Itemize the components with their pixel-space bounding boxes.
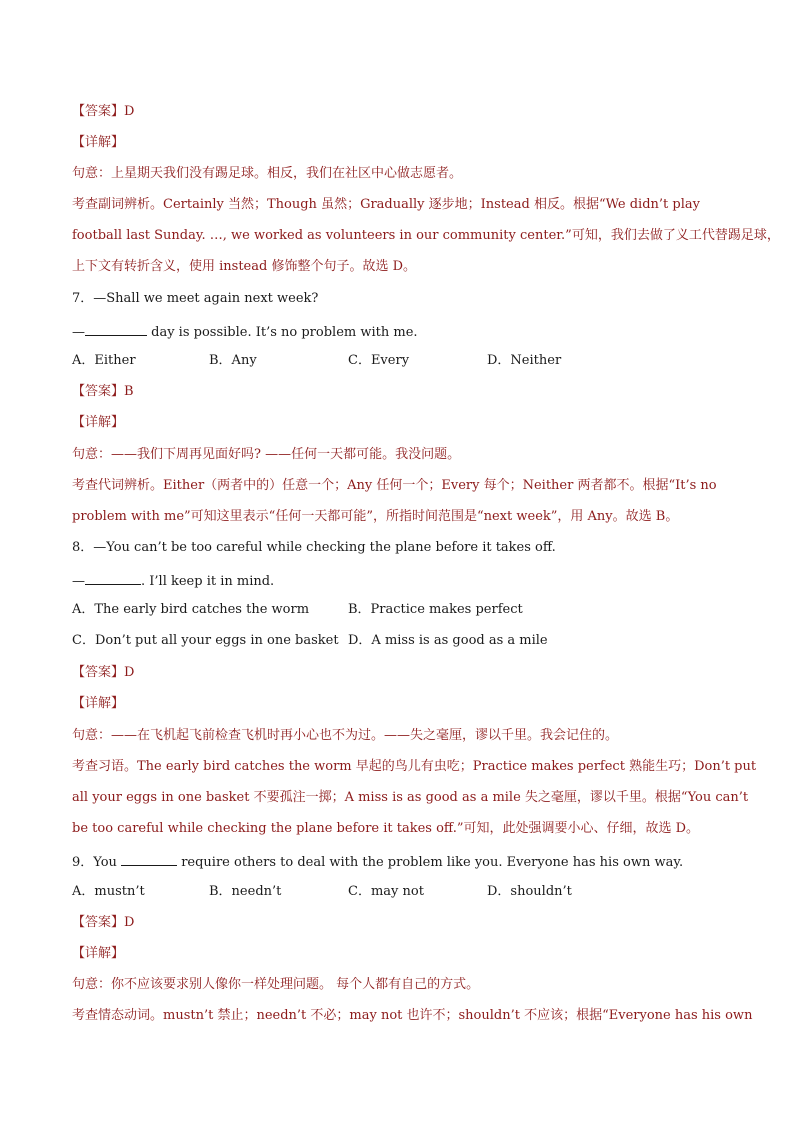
answer-value: D [124,915,135,930]
q8-analysis-line-2: all your eggs in one basket 不要孤注一掷；A miss is as good as a mile 失之毫厘，谬以千里。根据“You can’t [72,790,749,805]
option-d: D．Neither [487,353,562,368]
answer-label: 【答案】 [72,665,125,680]
q6-answer-line [72,103,732,121]
q8-analysis-line-3: be too careful while checking the plane before it takes off.”可知，此处强调要小心、仔细，故选 D。 [72,821,700,836]
q7-analysis-line-1: 考查代词辨析。Either（两者中的）任意一个；Any 任何一个；Every 每个；Neither 两者都不。根据“It’s no [72,478,717,493]
option-d: D．A miss is as good as a mile [348,633,548,648]
q6-analysis-line-3: 上下文有转折含义，使用 instead 修饰整个句子。故选 D。 [72,259,417,274]
q7-line-2 [72,321,732,342]
option-a: A．mustn’t [72,884,145,899]
q7-analysis-line-2: problem with me”可知这里表示“任何一天都可能”，所指时间范围是“next week”，用 Any。故选 B。 [72,509,679,524]
q8-line-2-text: . I’ll keep it in mind. [141,574,275,589]
q9-meaning: 句意：你不应该要求别人像你一样处理问题。 每个人都有自己的方式。 [72,977,480,992]
option-d: D．shouldn’t [487,884,572,899]
q9-analysis-line-1: 考查情态动词。mustn’t 禁止；needn’t 不必；may not 也许不；shouldn’t 不应该；根据“Everyone has his own [72,1008,753,1023]
dash: — [72,574,85,589]
option-b: B．Any [209,353,257,368]
q8-analysis-line-1: 考查习语。The early bird catches the worm 早起的鸟儿有虫吃；Practice makes perfect 熟能生巧；Don’t put [72,759,757,774]
answer-label: 【答案】 [72,104,125,119]
option-c: C．may not [348,884,424,899]
q6-meaning: 句意：上星期天我们没有踢足球。相反，我们在社区中心做志愿者。 [72,166,463,181]
answer-label: 【答案】 [72,915,125,930]
answer-label: 【答案】 [72,384,125,399]
q8-answer-line [72,664,732,682]
answer-blank [85,321,147,336]
option-b: B．Practice makes perfect [348,602,523,617]
q8-detail-label: 【详解】 [72,696,125,711]
q8-meaning: 句意：——在飞机起飞前检查飞机时再小心也不为过。——失之毫厘，谬以千里。我会记住的。 [72,728,619,743]
q9-stem-suffix: require others to deal with the problem like you. Everyone has his own way. [177,855,684,870]
q9-stem-prefix: 9．You [72,855,122,870]
q7-line-2-text: day is possible. It’s no problem with me. [147,325,418,340]
answer-value: D [124,104,135,119]
option-b: B．needn’t [209,884,282,899]
q7-stem: 7．—Shall we meet again next week? [72,291,319,306]
answer-blank [85,570,141,585]
answer-blank [121,851,177,866]
option-c: C．Every [348,353,410,368]
option-a: A．Either [72,353,136,368]
q8-line-2 [72,570,732,591]
q6-analysis-line-1: 考查副词辨析。Certainly 当然；Though 虽然；Gradually 逐步地；Instead 相反。根据“We didn’t play [72,197,700,212]
q8-stem: 8．—You can’t be too careful while checking the plane before it takes off. [72,540,556,555]
q9-detail-label: 【详解】 [72,946,125,961]
q7-answer-line [72,383,732,401]
q9-stem [72,851,732,872]
q6-detail-label: 【详解】 [72,135,125,150]
option-c: C．Don’t put all your eggs in one basket [72,633,339,648]
q7-detail-label: 【详解】 [72,415,125,430]
answer-value: D [124,665,135,680]
q9-answer-line [72,914,732,932]
option-a: A．The early bird catches the worm [72,602,310,617]
answer-value: B [124,384,134,399]
q7-meaning: 句意：——我们下周再见面好吗? ——任何一天都可能。我没问题。 [72,447,461,462]
dash: — [72,325,85,340]
q6-analysis-line-2: football last Sunday. …, we worked as volunteers in our community center.”可知，我们去做了义工代替踢足球， [72,228,780,243]
